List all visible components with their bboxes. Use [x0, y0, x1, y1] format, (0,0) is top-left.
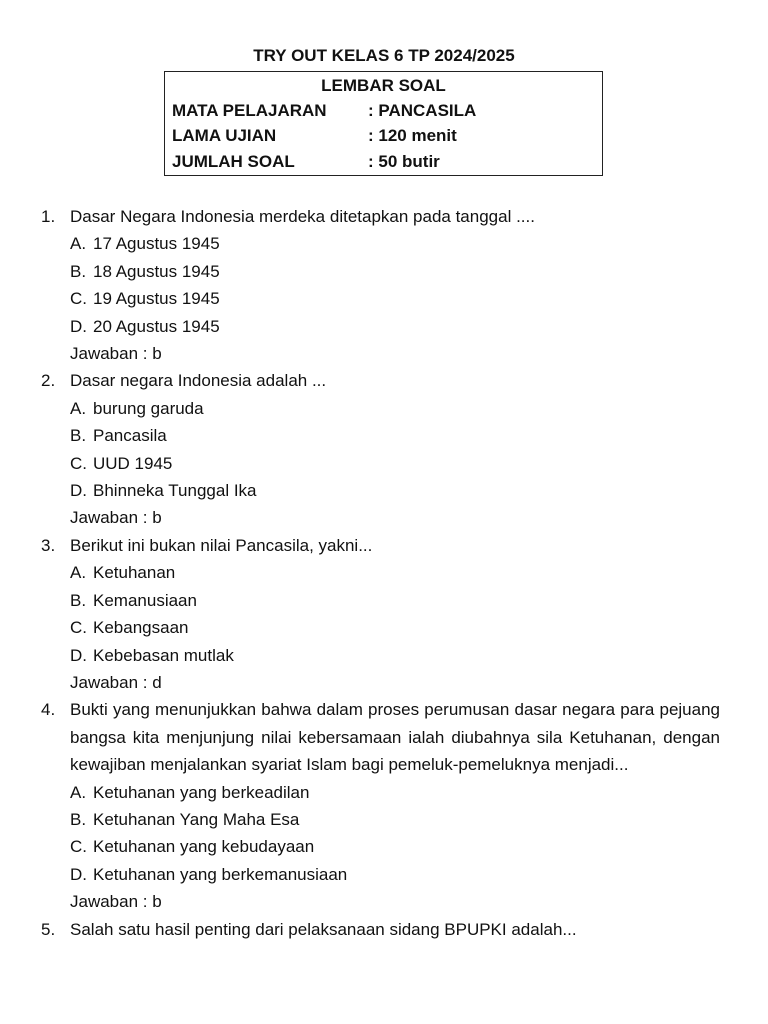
question-item	[0, 696, 768, 915]
option-item	[0, 861, 768, 888]
answer-key: Jawaban : b	[70, 892, 162, 912]
option-text: UUD 1945	[93, 453, 173, 473]
option-item	[0, 587, 768, 614]
answer-key: Jawaban : d	[70, 672, 162, 692]
option-letter: B.	[70, 261, 87, 281]
question-list	[0, 203, 768, 943]
option-letter: A.	[70, 563, 87, 583]
option-text: Bhinneka Tunggal Ika	[93, 481, 257, 501]
option-item	[0, 833, 768, 860]
info-row-question-count	[172, 150, 592, 174]
info-label: LAMA UJIAN	[172, 126, 277, 145]
option-item	[0, 258, 768, 285]
option-item	[0, 614, 768, 641]
option-letter: A.	[70, 398, 87, 418]
option-text: 18 Agustus 1945	[93, 261, 220, 281]
option-letter: D.	[70, 864, 87, 884]
info-box-title: LEMBAR SOAL	[321, 76, 446, 95]
question-text	[0, 532, 768, 559]
option-text: Kebebasan mutlak	[93, 645, 234, 665]
info-row-duration	[172, 124, 592, 148]
option-text: Ketuhanan	[93, 563, 176, 583]
question-text	[0, 203, 768, 230]
option-letter: A.	[70, 234, 87, 254]
option-item	[0, 642, 768, 669]
option-letter: D.	[70, 481, 87, 501]
option-letter: C.	[70, 618, 87, 638]
document-title: TRY OUT KELAS 6 TP 2024/2025	[253, 46, 515, 65]
option-text: 20 Agustus 1945	[93, 316, 220, 336]
option-letter: D.	[70, 316, 87, 336]
option-item	[0, 422, 768, 449]
question-item	[0, 532, 768, 696]
option-letter: C.	[70, 837, 87, 857]
option-letter: C.	[70, 453, 87, 473]
question-number: 5.	[41, 919, 56, 939]
info-row-subject	[172, 99, 592, 123]
info-value: : 120 menit	[368, 126, 457, 145]
option-text: Pancasila	[93, 426, 167, 446]
question-prompt: Berikut ini bukan nilai Pancasila, yakni...	[70, 535, 373, 555]
question-prompt: Salah satu hasil penting dari pelaksanaan sidang BPUPKI adalah...	[70, 919, 577, 939]
question-text	[0, 696, 768, 778]
question-number: 2.	[41, 371, 56, 391]
option-text: Kebangsaan	[93, 618, 189, 638]
option-text: Ketuhanan yang berkeadilan	[93, 782, 310, 802]
info-label: JUMLAH SOAL	[172, 152, 295, 171]
info-label: MATA PELAJARAN	[172, 101, 327, 120]
option-letter: B.	[70, 590, 87, 610]
answer-key: Jawaban : b	[70, 344, 162, 364]
exam-info-box	[164, 71, 603, 176]
question-text	[0, 367, 768, 394]
answer-key: Jawaban : b	[70, 508, 162, 528]
option-text: Ketuhanan yang berkemanusiaan	[93, 864, 348, 884]
option-item	[0, 395, 768, 422]
option-letter: C.	[70, 289, 87, 309]
option-text: burung garuda	[93, 398, 204, 418]
question-number: 1.	[41, 207, 56, 226]
question-number: 4.	[41, 700, 56, 720]
question-text	[0, 916, 768, 943]
question-prompt: Dasar negara Indonesia adalah ...	[70, 371, 327, 391]
question-number: 3.	[41, 535, 56, 555]
option-letter: D.	[70, 645, 87, 665]
option-item	[0, 477, 768, 504]
option-item	[0, 285, 768, 312]
option-letter: A.	[70, 782, 87, 802]
question-item	[0, 916, 768, 943]
option-letter: B.	[70, 426, 87, 446]
option-text: 19 Agustus 1945	[93, 289, 220, 309]
option-text: Ketuhanan yang kebudayaan	[93, 837, 315, 857]
question-item	[0, 203, 768, 367]
question-item	[0, 367, 768, 531]
question-prompt: Bukti yang menunjukkan bahwa dalam proses perumusan dasar negara para pejuang bangsa kita menjunjung nilai kebersamaan ialah diubahnya sila Ketuhanan, dengan kewajiban menjalankan syariat Islam bagi pemeluk-pemeluknya menjadi...	[70, 700, 720, 775]
option-text: Kemanusiaan	[93, 590, 197, 610]
option-text: 17 Agustus 1945	[93, 234, 220, 254]
option-letter: B.	[70, 809, 87, 829]
option-item	[0, 313, 768, 340]
option-item	[0, 806, 768, 833]
option-item	[0, 450, 768, 477]
option-item	[0, 559, 768, 586]
info-value: : 50 butir	[368, 152, 440, 171]
option-text: Ketuhanan Yang Maha Esa	[93, 809, 300, 829]
question-prompt: Dasar Negara Indonesia merdeka ditetapkan pada tanggal ....	[70, 207, 535, 226]
option-item	[0, 779, 768, 806]
info-value: : PANCASILA	[368, 101, 477, 120]
option-item	[0, 230, 768, 257]
